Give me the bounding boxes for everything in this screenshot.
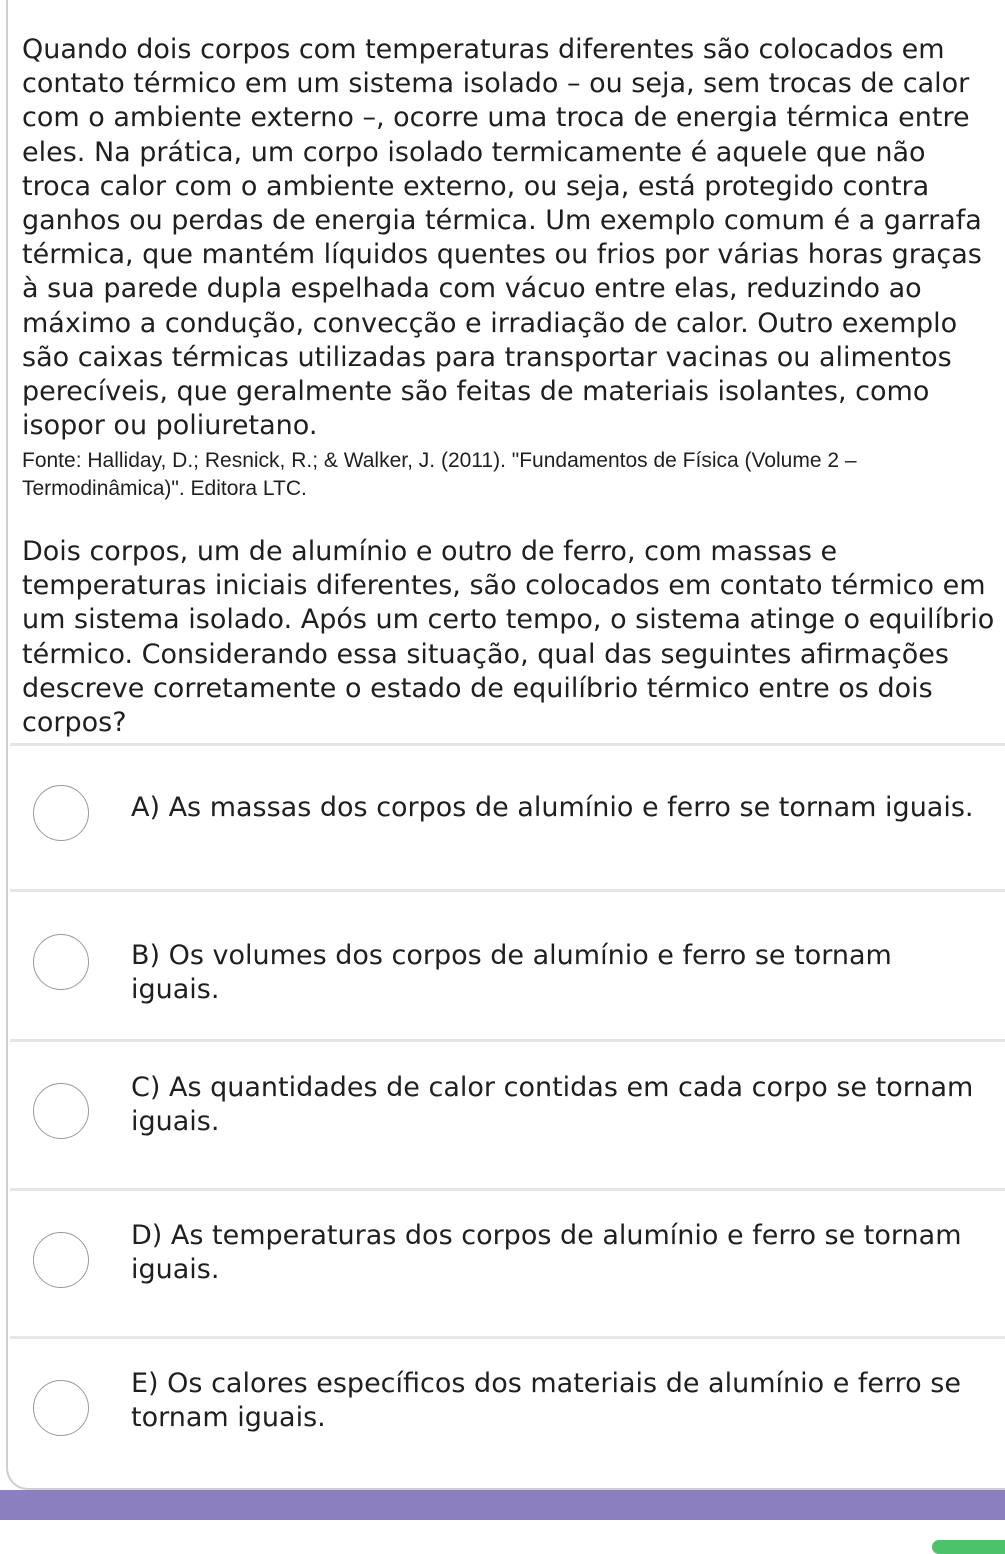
- option-d[interactable]: [10, 1191, 1005, 1337]
- radio-button-icon[interactable]: [33, 785, 89, 841]
- radio-button-icon[interactable]: [33, 1083, 89, 1139]
- bottom-bar: [0, 1490, 1005, 1520]
- option-b[interactable]: [10, 892, 1005, 1038]
- option-a-label: A) As massas dos corpos de alumínio e ferro se tornam iguais.: [131, 792, 974, 823]
- source-citation: Fonte: Halliday, D.; Resnick, R.; & Walker, J. (2011). "Fundamentos de Física (Volume 2 – Termodinâmica)". Editora LTC.: [22, 449, 857, 500]
- option-b-label: B) Os volumes dos corpos de alumínio e ferro se tornam iguais.: [131, 940, 892, 1005]
- radio-button-icon[interactable]: [33, 1380, 89, 1436]
- question-prompt: Dois corpos, um de alumínio e outro de ferro, com massas e temperaturas iniciais diferentes, são colocados em contato térmico em um sistema isolado. Após um certo tempo, o sistema atinge o equilíbrio térmico. Considerando essa situação, qual das seguintes afirmações descreve corretamente o estado de equilíbrio térmico entre os dois corpos?: [22, 536, 995, 739]
- option-d-label: D) As temperaturas dos corpos de alumínio e ferro se tornam iguais.: [131, 1220, 962, 1285]
- option-e-label: E) Os calores específicos dos materiais de alumínio e ferro se tornam iguais.: [131, 1368, 961, 1433]
- progress-pill: [932, 1540, 1005, 1554]
- option-e[interactable]: [10, 1339, 1005, 1485]
- option-c[interactable]: [10, 1042, 1005, 1188]
- radio-button-icon[interactable]: [33, 934, 89, 990]
- option-c-label: C) As quantidades de calor contidas em cada corpo se tornam iguais.: [131, 1072, 974, 1137]
- radio-button-icon[interactable]: [33, 1232, 89, 1288]
- option-a[interactable]: [10, 746, 1005, 892]
- question-statement: Quando dois corpos com temperaturas diferentes são colocados em contato térmico em um sistema isolado – ou seja, sem trocas de calor com o ambiente externo –, ocorre uma troca de energia térmica entre eles. Na prática, um corpo isolado termicamente é aquele que não troca calor com o ambiente externo, ou seja, está protegido contra ganhos ou perdas de energia térmica. Um exemplo comum é a garrafa térmica, que mantém líquidos quentes ou frios por várias horas graças à sua parede dupla espelhada com vácuo entre elas, reduzindo ao máximo a condução, convecção e irradiação de calor. Outro exemplo são caixas térmicas utilizadas para transportar vacinas ou alimentos perecíveis, que geralmente são feitas de materiais isolantes, como isopor ou poliuretano.: [22, 34, 982, 442]
